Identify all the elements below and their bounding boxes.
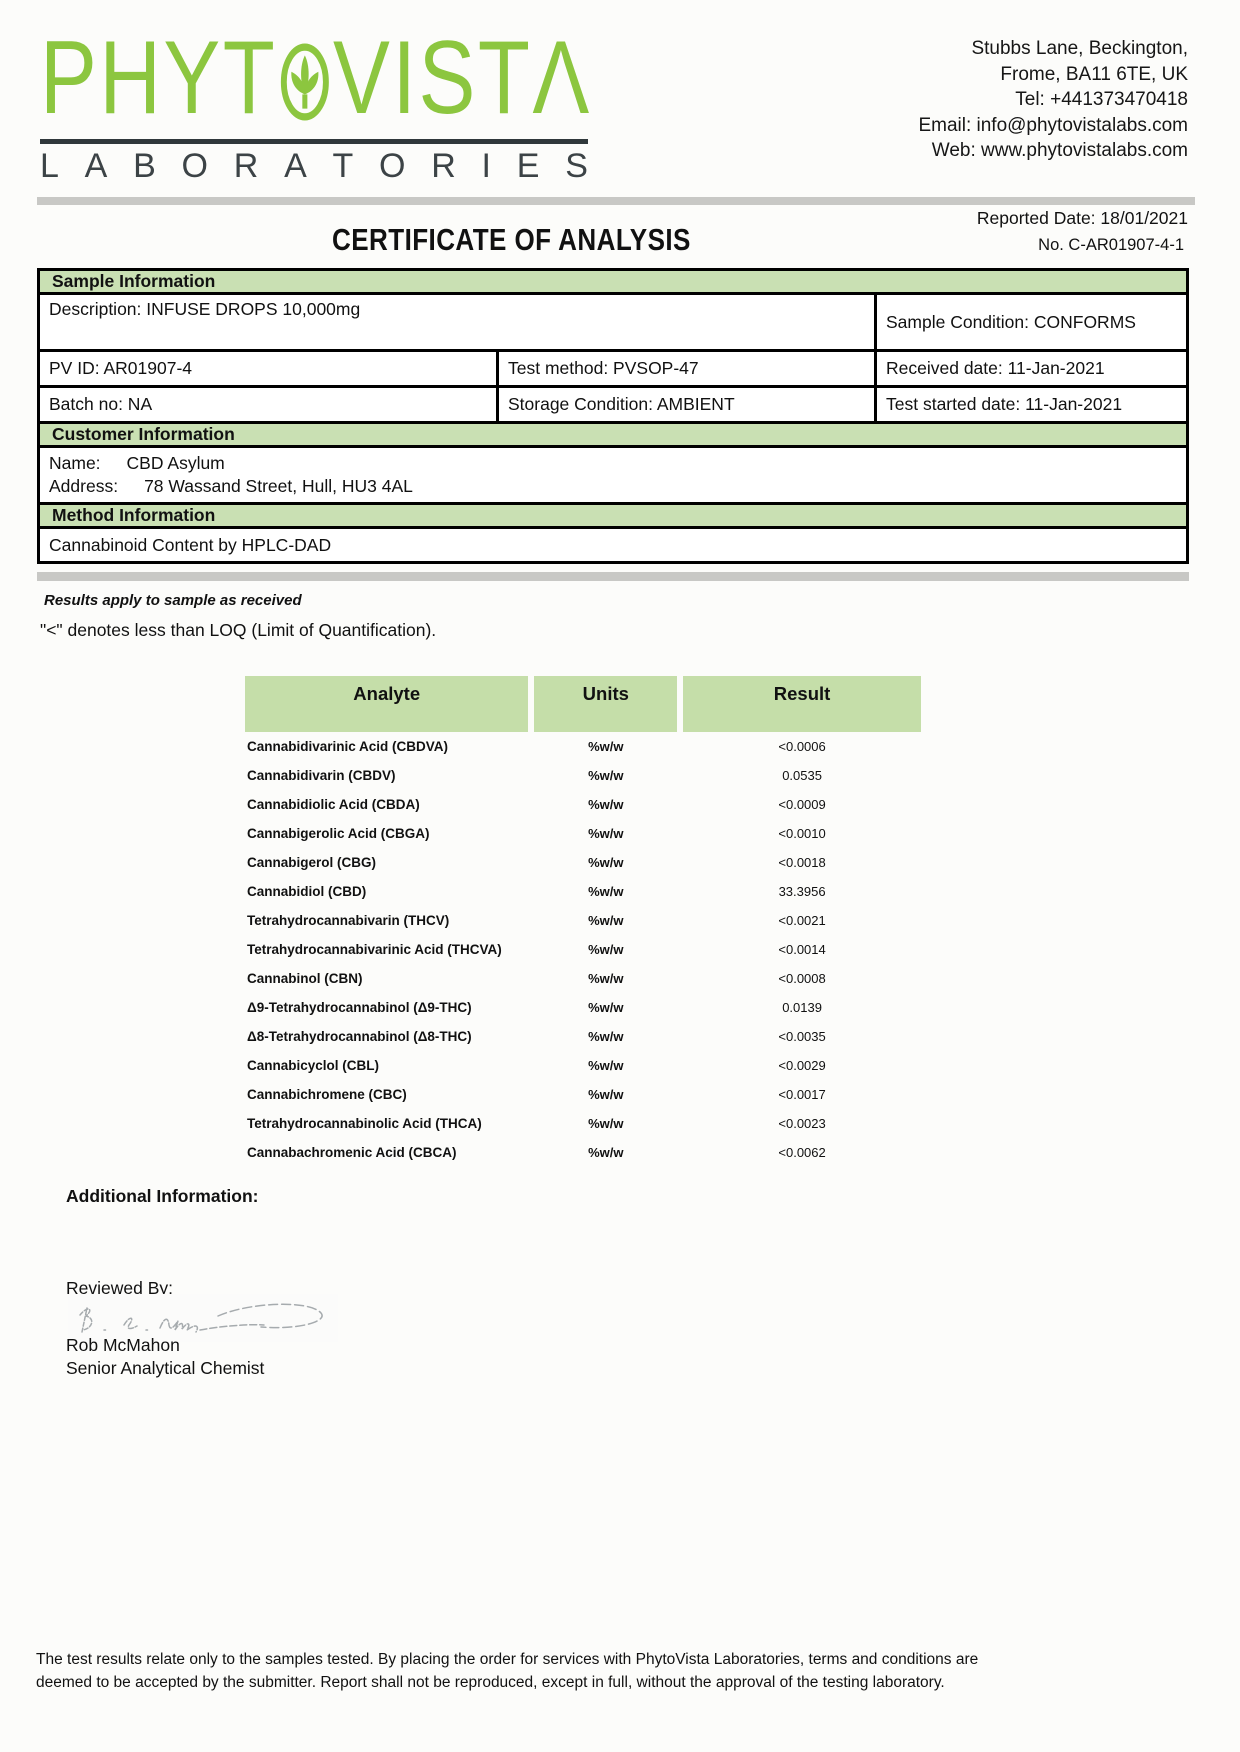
address-line: Email: info@phytovistalabs.com <box>918 114 1188 136</box>
description-cell: Description: INFUSE DROPS 10,000mg <box>49 299 361 319</box>
analyte-cell: Cannabinol (CBN) <box>247 971 363 986</box>
analyte-cell: Cannabigerol (CBG) <box>247 855 377 870</box>
brand-logo <box>40 20 713 185</box>
units-cell: %w/w <box>588 855 624 870</box>
column-header-analyte: Analyte <box>245 676 528 732</box>
customer-name <box>49 453 1177 474</box>
units-cell: %w/w <box>588 739 624 754</box>
result-cell: <0.0006 <box>778 739 826 754</box>
sample-ids-row <box>37 349 1189 388</box>
analyte-cell: Cannabigerolic Acid (CBGA) <box>247 826 430 841</box>
logo-subtitle-letter: O <box>379 147 406 185</box>
logo-text-mid: VIST <box>333 20 533 136</box>
logo-subtitle-letter: B <box>133 147 156 185</box>
result-cell: <0.0017 <box>778 1087 826 1102</box>
certificate-number: No. C-AR01907-4-1 <box>1038 236 1184 254</box>
result-cell: 0.0535 <box>782 768 822 783</box>
result-cell: <0.0023 <box>778 1116 826 1131</box>
lab-address <box>918 36 1188 164</box>
table-row <box>245 848 921 877</box>
units-cell: %w/w <box>588 768 624 783</box>
units-cell: %w/w <box>588 942 624 957</box>
column-header-units: Units <box>534 676 677 732</box>
result-cell: <0.0035 <box>778 1029 826 1044</box>
analyte-cell: Δ8-Tetrahydrocannabinol (Δ8-THC) <box>247 1029 472 1044</box>
page-title: CERTIFICATE OF ANALYSIS <box>332 222 691 257</box>
note-sample-received: Results apply to sample as received <box>44 592 302 609</box>
units-cell: %w/w <box>588 797 624 812</box>
test-method-cell: Test method: PVSOP-47 <box>496 352 874 385</box>
units-cell: %w/w <box>588 884 624 899</box>
logo-subtitle-letter: R <box>233 147 259 185</box>
received-date-cell: Received date: 11-Jan-2021 <box>874 352 1186 385</box>
reviewer-name: Rob McMahon <box>66 1335 180 1355</box>
customer-address-label: Address: <box>49 476 119 496</box>
results-table <box>245 676 921 1167</box>
reviewed-by-label: Reviewed By: <box>66 1278 173 1298</box>
footer-line: The test results relate only to the samples tested. By placing the order for services with PhytoVista Laboratories, terms and conditions are <box>36 1651 979 1668</box>
result-cell: <0.0008 <box>778 971 826 986</box>
table-row <box>245 761 921 790</box>
analyte-cell: Tetrahydrocannabinolic Acid (THCA) <box>247 1116 482 1131</box>
address-line: Stubbs Lane, Beckington, <box>971 38 1188 59</box>
table-row <box>245 906 921 935</box>
result-cell: <0.0009 <box>778 797 826 812</box>
note-loq: "<" denotes less than LOQ (Limit of Quantification). <box>40 620 437 640</box>
logo-subtitle-letter: T <box>332 147 354 185</box>
column-header-result: Result <box>683 676 921 732</box>
analyte-cell: Cannabidiolic Acid (CBDA) <box>247 797 420 812</box>
units-cell: %w/w <box>588 1029 624 1044</box>
units-cell: %w/w <box>588 1145 624 1160</box>
logo-underline <box>40 139 588 144</box>
table-row <box>245 1051 921 1080</box>
table-row <box>245 935 921 964</box>
result-cell: 33.3956 <box>778 884 826 899</box>
table-row <box>245 993 921 1022</box>
result-cell: <0.0018 <box>778 855 826 870</box>
analyte-cell: Cannabidiol (CBD) <box>247 884 367 899</box>
logo-subtitle-letter: R <box>431 147 456 185</box>
table-row <box>245 790 921 819</box>
address-line: Tel: +441373470418 <box>1015 89 1188 110</box>
customer-information-section <box>37 445 1189 505</box>
footer-line: deemed to be accepted by the submitter. Report shall not be reproduced, except in full, without the approval of the testing laboratory. <box>36 1674 945 1691</box>
customer-address <box>49 476 1177 497</box>
logo-wordmark <box>40 20 592 136</box>
logo-subtitle-letter: L <box>40 147 59 185</box>
analyte-cell: Cannabichromene (CBC) <box>247 1087 407 1102</box>
method-name: Cannabinoid Content by HPLC-DAD <box>37 526 1189 564</box>
units-cell: %w/w <box>588 1000 624 1015</box>
address-line: Frome, BA11 6TE, UK <box>1000 63 1188 85</box>
logo-text-end: Λ <box>532 20 592 136</box>
sample-batch-row <box>37 385 1189 424</box>
pv-id-cell: PV ID: AR01907-4 <box>49 358 192 378</box>
logo-subtitle-letter: A <box>284 147 307 185</box>
reported-date: Reported Date: 18/01/2021 <box>976 208 1188 228</box>
sample-information-section <box>37 292 1189 352</box>
analyte-cell: Cannabicyclol (CBL) <box>247 1058 380 1073</box>
analyte-cell: Cannabachromenic Acid (CBCA) <box>247 1145 457 1160</box>
logo-text-pre: PHYT <box>40 20 278 136</box>
customer-address-value: 78 Wassand Street, Hull, HU3 4AL <box>144 476 413 496</box>
leaf-logo-icon <box>277 43 333 121</box>
table-row <box>245 1109 921 1138</box>
analyte-cell: Δ9-Tetrahydrocannabinol (Δ9-THC) <box>247 1000 472 1015</box>
address-line: Web: www.phytovistalabs.com <box>931 140 1188 161</box>
analyte-cell: Cannabidivarin (CBDV) <box>247 768 396 783</box>
logo-subtitle-letter: I <box>481 147 491 185</box>
units-cell: %w/w <box>588 971 624 986</box>
logo-subtitle <box>40 149 588 183</box>
table-row <box>245 1138 921 1167</box>
storage-condition-cell: Storage Condition: AMBIENT <box>496 388 874 421</box>
table-row <box>245 1022 921 1051</box>
table-row <box>245 964 921 993</box>
customer-name-label: Name: <box>49 453 101 473</box>
units-cell: %w/w <box>588 1087 624 1102</box>
table-row <box>245 819 921 848</box>
reviewer-role: Senior Analytical Chemist <box>66 1358 265 1378</box>
result-cell: <0.0014 <box>778 942 826 957</box>
analyte-cell: Cannabidivarinic Acid (CBDVA) <box>247 739 449 754</box>
info-sections <box>37 268 1189 581</box>
result-cell: 0.0139 <box>782 1000 822 1015</box>
logo-subtitle-letter: O <box>181 147 208 185</box>
units-cell: %w/w <box>588 1058 624 1073</box>
header-divider-bar <box>37 197 1195 205</box>
result-cell: <0.0021 <box>778 913 826 928</box>
units-cell: %w/w <box>588 913 624 928</box>
method-information-header: Method Information <box>37 502 1189 529</box>
section-divider-bar <box>37 572 1189 581</box>
units-cell: %w/w <box>588 826 624 841</box>
sample-condition-cell: Sample Condition: CONFORMS <box>874 295 1186 349</box>
table-row <box>245 877 921 906</box>
batch-no-cell: Batch no: NA <box>49 394 153 414</box>
logo-subtitle-letter: E <box>516 147 540 185</box>
result-cell: <0.0010 <box>778 826 826 841</box>
logo-subtitle-letter: S <box>565 147 588 185</box>
logo-subtitle-letter: A <box>84 147 108 185</box>
footer-disclaimer <box>36 1648 1036 1694</box>
additional-information-label: Additional Information: <box>66 1186 259 1206</box>
units-cell: %w/w <box>588 1116 624 1131</box>
table-row <box>245 732 921 761</box>
analyte-cell: Tetrahydrocannabivarinic Acid (THCVA) <box>247 942 502 957</box>
result-cell: <0.0029 <box>778 1058 826 1073</box>
test-started-cell: Test started date: 11-Jan-2021 <box>874 388 1186 421</box>
results-table-header <box>245 676 921 732</box>
customer-information-header: Customer Information <box>37 421 1189 448</box>
analyte-cell: Tetrahydrocannabivarin (THCV) <box>247 913 450 928</box>
sample-information-header: Sample Information <box>37 268 1189 295</box>
results-table-body <box>245 732 921 1167</box>
customer-name-value: CBD Asylum <box>126 453 225 473</box>
table-row <box>245 1080 921 1109</box>
result-cell: <0.0062 <box>778 1145 826 1160</box>
